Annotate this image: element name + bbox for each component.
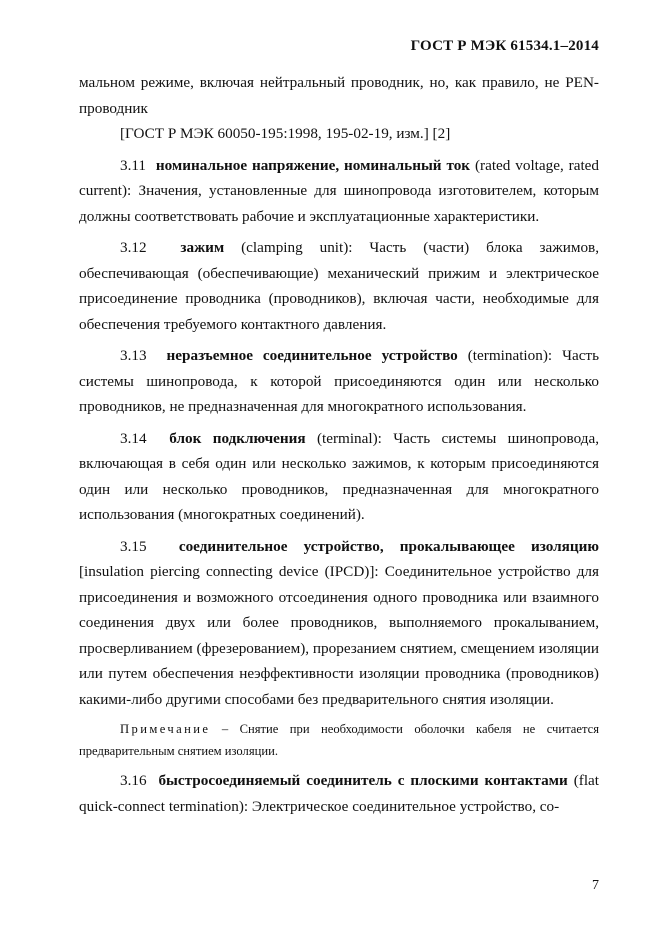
page-number: 7: [592, 878, 599, 893]
clause-text: (terminal): Часть системы шинопровода, включающая в себя один или несколько зажимов, к которым присоединяются один или несколько проводников, предназначенная для многократного использования (многократных соединений).: [79, 429, 599, 523]
clause-term: быстросоединяемый соединитель с плоскими контактами: [158, 772, 568, 789]
note-label: Примечание: [120, 722, 211, 736]
document-header: ГОСТ Р МЭК 61534.1–2014: [410, 38, 599, 54]
clause-term: номинальное напряжение, номинальный ток: [155, 156, 471, 174]
clause-term: зажим: [180, 239, 225, 256]
clause-term: соединительное устройство, прокалывающее изоляцию: [178, 537, 599, 555]
clause-number: 3.14: [120, 429, 147, 447]
paragraph-continuation: мальном режиме, включая нейтральный проводник, но, как правило, не PEN-проводник: [79, 74, 599, 117]
clause-term: неразъемное соединительное устройство: [166, 347, 458, 364]
clause-text: (termination): Часть системы шинопровода, к которой присоединяются один или несколько проводников, не предназначенная для многократного использования.: [79, 347, 599, 415]
clause-number: 3.13: [120, 347, 147, 364]
paragraph-3-15: [79, 534, 599, 713]
clause-text: (rated voltage, rated current): Значения, установленные для шинопровода изготовителем, которым должны соответствовать рабочие и эксплуатационные характеристики.: [79, 156, 600, 225]
clause-term: блок подключения: [169, 429, 306, 447]
clause-number: 3.11: [120, 156, 147, 174]
clause-text: (flat quick-connect termination): Электрическое соединительное устройство, со-: [79, 772, 600, 815]
paragraph-3-12: [79, 235, 599, 337]
paragraph-3-11: [79, 153, 599, 230]
clause-number: 3.16: [120, 772, 147, 789]
clause-text: [insulation piercing connecting device (IPCD)]: Соединительное устройство для присоединения и возможного отсоединения одного проводника или взаимного соединения двух или более проводников, выполняемого прокалыванием, просверливанием (фрезерованием), прорезанием снятием, смещением изоляции или путем обеспечения неэффективности изоляции проводника (проводников) какими-либо другими способами без предварительного снятия изоляции.: [79, 563, 599, 708]
paragraph-3-14: [79, 426, 599, 528]
clause-number: 3.12: [120, 239, 147, 256]
clause-text: (clamping unit): Часть (части) блока зажимов, обеспечивающая (обеспечивающие) механический прижим и электрическое присоединение проводника (проводников), включая части, необходимые для обеспечения требуемого контактного давления.: [79, 239, 600, 333]
paragraph-3-16: [79, 768, 599, 819]
paragraph-reference: [ГОСТ Р МЭК 60050-195:1998, 195-02-19, изм.] [2]: [120, 125, 451, 142]
note-paragraph: [79, 718, 599, 762]
document-body: [79, 70, 599, 819]
paragraph-3-13: [79, 343, 599, 420]
clause-number: 3.15: [120, 537, 147, 555]
note-text: – Снятие при необходимости оболочки кабеля не считается предварительным снятием изоляции.: [79, 722, 599, 758]
